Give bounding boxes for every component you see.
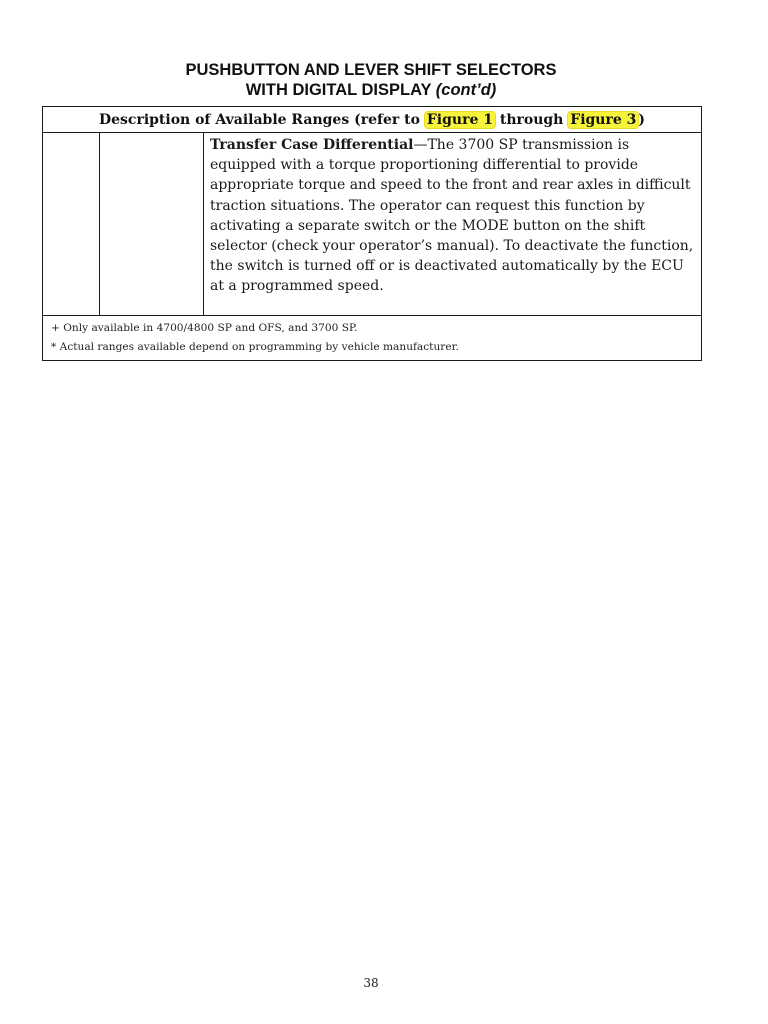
table-header-row <box>43 107 702 133</box>
table-header-prefix: Description of Available Ranges (refer to <box>98 111 425 128</box>
note-item: * Actual ranges available depend on programming by vehicle manufacturer. <box>51 341 459 353</box>
description-lead: Transfer Case Differential <box>210 137 414 153</box>
description-cell <box>204 133 702 316</box>
table-header-suffix: ) <box>638 111 645 128</box>
table-header-middle: through <box>494 111 569 128</box>
page-title <box>0 60 742 100</box>
notes-row <box>43 316 702 361</box>
title-line-2-main: WITH DIGITAL DISPLAY <box>245 81 436 99</box>
figure-3-link[interactable]: Figure 3 <box>570 111 637 128</box>
page-number: 38 <box>363 976 379 990</box>
description-body: —The 3700 SP transmission is equipped with a torque proportioning differential to provide appropriate torque and speed to the front and rear axles in difficult traction situations. The operator can request this function by activating a separate switch or the MODE button on the shift selector (check your operator’s manual). To deactivate the function, the switch is turned off or is deactivated automatically by the ECU at a programmed speed. <box>210 137 694 295</box>
title-line-2 <box>0 80 742 100</box>
title-line-1: PUSHBUTTON AND LEVER SHIFT SELECTORS <box>185 61 557 79</box>
note-item: + Only available in 4700/4800 SP and OFS, and 3700 SP. <box>51 322 358 334</box>
figure-1-link[interactable]: Figure 1 <box>426 111 493 128</box>
table-row <box>43 133 702 316</box>
empty-cell-1 <box>43 133 100 316</box>
empty-cell-2 <box>100 133 204 316</box>
title-line-2-italic: (cont’d) <box>435 81 497 99</box>
notes-cell <box>43 316 702 361</box>
table-header <box>43 107 702 133</box>
available-ranges-table <box>42 106 702 361</box>
